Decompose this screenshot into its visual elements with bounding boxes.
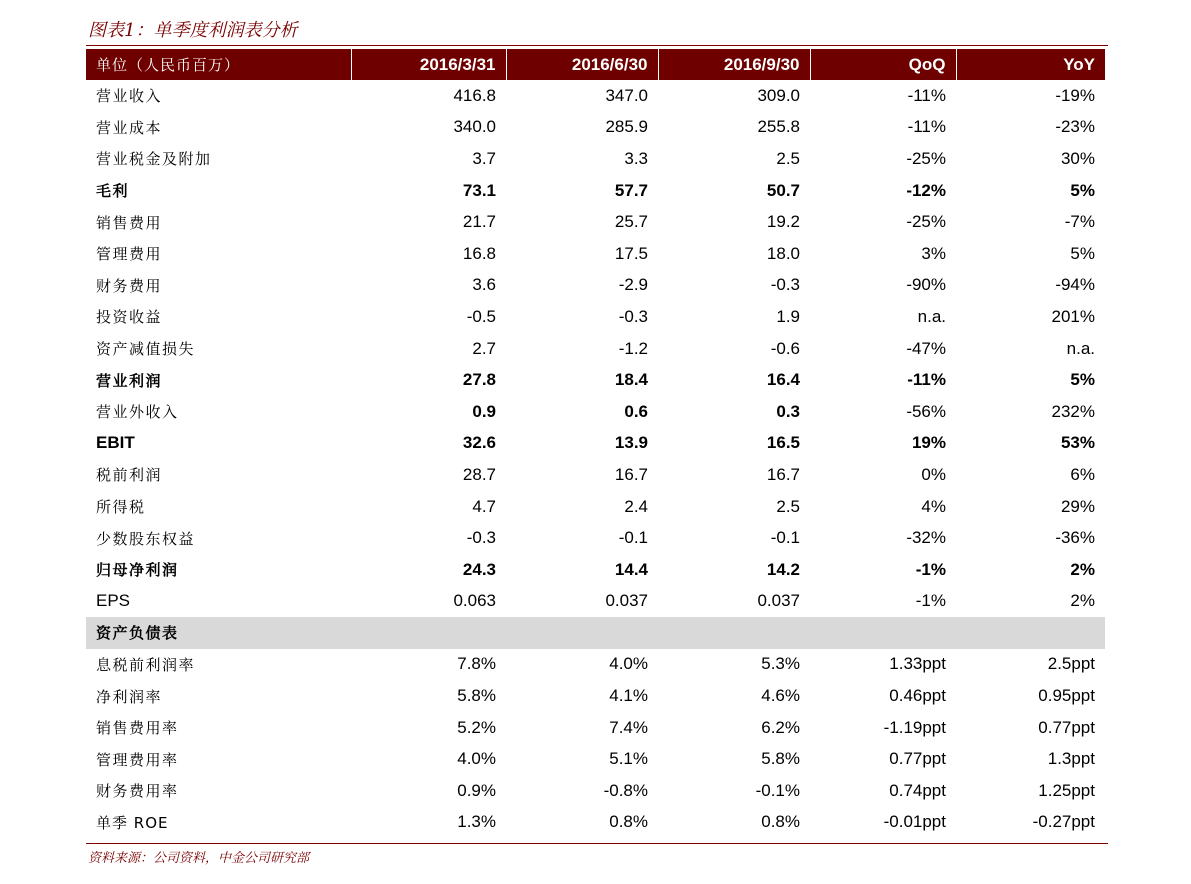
- section-empty-cell: [956, 617, 1105, 649]
- cell-value: n.a.: [917, 306, 946, 326]
- cell-value: 53%: [1060, 433, 1095, 453]
- table-header-row: [86, 49, 1105, 80]
- income-statement-table: [86, 49, 1105, 838]
- cell-value: -23%: [1055, 117, 1095, 137]
- row-label: 管理费用: [96, 245, 163, 264]
- cell-value: 13.9: [614, 433, 648, 453]
- cell-value: -25%: [906, 148, 946, 168]
- table-row: [86, 491, 1105, 523]
- row-label: 息税前利润率: [96, 655, 196, 674]
- row-label: 营业外收入: [96, 403, 179, 422]
- section-empty-cell: [658, 617, 810, 649]
- cell-value: 416.8: [453, 85, 496, 105]
- header-col-2016-03-31: 2016/3/31: [351, 49, 506, 80]
- cell-value: -1%: [915, 559, 946, 579]
- cell-value: -56%: [906, 401, 946, 421]
- cell-value: -0.1%: [755, 780, 800, 800]
- cell-value: -1.19ppt: [883, 717, 946, 737]
- row-label: 毛利: [96, 182, 130, 201]
- cell-value: 7.8%: [457, 654, 496, 674]
- table-row: [86, 143, 1105, 175]
- cell-value: -0.3: [770, 275, 800, 295]
- cell-value: 30%: [1060, 148, 1095, 168]
- cell-value: 32.6: [462, 433, 496, 453]
- cell-value: -90%: [906, 275, 946, 295]
- cell-value: 2.5: [776, 148, 800, 168]
- row-label: 资产减值损失: [96, 340, 196, 359]
- table-row: [86, 80, 1105, 112]
- cell-value: 5%: [1070, 370, 1095, 390]
- cell-value: 4.0%: [609, 654, 648, 674]
- cell-value: 16.5: [766, 433, 800, 453]
- cell-value: 19.2: [766, 212, 800, 232]
- cell-value: -94%: [1055, 275, 1095, 295]
- cell-value: 21.7: [462, 212, 496, 232]
- cell-value: 0.037: [757, 591, 800, 611]
- cell-value: -0.01ppt: [883, 812, 946, 832]
- cell-value: 24.3: [462, 559, 496, 579]
- table-row: [86, 112, 1105, 144]
- cell-value: 1.9: [776, 306, 800, 326]
- table-row: [86, 586, 1105, 618]
- cell-value: 5.3%: [761, 654, 800, 674]
- cell-value: 2.5ppt: [1047, 654, 1095, 674]
- cell-value: -0.8%: [603, 780, 648, 800]
- cell-value: 5.2%: [457, 717, 496, 737]
- cell-value: 2%: [1070, 591, 1095, 611]
- table-row: [86, 175, 1105, 207]
- cell-value: 5.8%: [761, 749, 800, 769]
- cell-value: -0.1: [618, 528, 648, 548]
- header-unit-label: 单位（人民币百万）: [86, 49, 351, 80]
- title-rule: [86, 45, 1108, 46]
- cell-value: 0.9%: [457, 780, 496, 800]
- cell-value: 3.6: [472, 275, 496, 295]
- cell-value: 0.6: [624, 401, 648, 421]
- cell-value: -12%: [906, 180, 946, 200]
- cell-value: 3.3: [624, 148, 648, 168]
- cell-value: 4.6%: [761, 686, 800, 706]
- row-label: 单季 ROE: [96, 813, 169, 832]
- cell-value: 4.1%: [609, 686, 648, 706]
- cell-value: -25%: [906, 212, 946, 232]
- cell-value: 4.7: [472, 496, 496, 516]
- cell-value: 0.8%: [609, 812, 648, 832]
- cell-value: 0.95ppt: [1038, 686, 1095, 706]
- cell-value: 2.5: [776, 496, 800, 516]
- row-label: 税前利润: [96, 466, 163, 485]
- cell-value: -0.5: [466, 306, 496, 326]
- cell-value: 255.8: [757, 117, 800, 137]
- cell-value: -1%: [915, 591, 946, 611]
- table-row: [86, 459, 1105, 491]
- cell-value: -0.3: [618, 306, 648, 326]
- cell-value: -0.3: [466, 528, 496, 548]
- figure-title: 图表1：单季度利润表分析: [88, 20, 298, 41]
- cell-value: 4%: [921, 496, 946, 516]
- table-row: [86, 428, 1105, 460]
- cell-value: 73.1: [462, 180, 496, 200]
- cell-value: 0.46ppt: [889, 686, 946, 706]
- cell-value: -11%: [907, 117, 946, 137]
- cell-value: 2%: [1070, 559, 1095, 579]
- section-header-row: [86, 617, 1105, 649]
- cell-value: 5%: [1070, 180, 1095, 200]
- cell-value: 18.4: [614, 370, 648, 390]
- cell-value: 16.8: [462, 243, 496, 263]
- table-row: [86, 807, 1105, 839]
- cell-value: -2.9: [618, 275, 648, 295]
- cell-value: 201%: [1051, 306, 1095, 326]
- cell-value: 16.4: [766, 370, 800, 390]
- cell-value: n.a.: [1066, 338, 1095, 358]
- cell-value: 25.7: [614, 212, 648, 232]
- cell-value: 0.063: [453, 591, 496, 611]
- section-empty-cell: [351, 617, 506, 649]
- cell-value: 5.1%: [609, 749, 648, 769]
- cell-value: 2.4: [624, 496, 648, 516]
- cell-value: 3%: [921, 243, 946, 263]
- table-row: [86, 743, 1105, 775]
- header-col-2016-06-30: 2016/6/30: [506, 49, 658, 80]
- cell-value: -11%: [907, 85, 946, 105]
- cell-value: 285.9: [605, 117, 648, 137]
- cell-value: -47%: [906, 338, 946, 358]
- cell-value: 17.5: [614, 243, 648, 263]
- cell-value: 1.33ppt: [889, 654, 946, 674]
- cell-value: 50.7: [766, 180, 800, 200]
- cell-value: 2.7: [472, 338, 496, 358]
- cell-value: 1.3ppt: [1047, 749, 1095, 769]
- table-row: [86, 364, 1105, 396]
- row-label: 销售费用: [96, 213, 163, 232]
- cell-value: 0.74ppt: [889, 780, 946, 800]
- row-label: EBIT: [96, 433, 135, 453]
- cell-value: 4.0%: [457, 749, 496, 769]
- row-label: 销售费用率: [96, 719, 179, 738]
- cell-value: 5.8%: [457, 686, 496, 706]
- cell-value: 0.037: [605, 591, 648, 611]
- cell-value: 6.2%: [761, 717, 800, 737]
- cell-value: 0.77ppt: [889, 749, 946, 769]
- cell-value: 3.7: [472, 148, 496, 168]
- table-row: [86, 522, 1105, 554]
- footer-rule: [86, 843, 1108, 844]
- cell-value: -11%: [907, 370, 946, 390]
- cell-value: -32%: [906, 528, 946, 548]
- row-label: EPS: [96, 591, 131, 611]
- row-label: 营业收入: [96, 87, 163, 106]
- table-row: [86, 270, 1105, 302]
- table-row: [86, 396, 1105, 428]
- table-row: [86, 554, 1105, 586]
- section-label: 资产负债表: [86, 617, 351, 649]
- cell-value: 0.3: [776, 401, 800, 421]
- table-row: [86, 238, 1105, 270]
- cell-value: 347.0: [605, 85, 648, 105]
- cell-value: 27.8: [462, 370, 496, 390]
- table-row: [86, 649, 1105, 681]
- row-label: 归母净利润: [96, 561, 179, 580]
- cell-value: 0.77ppt: [1038, 717, 1095, 737]
- cell-value: -36%: [1055, 528, 1095, 548]
- row-label: 财务费用率: [96, 782, 179, 801]
- table-row: [86, 775, 1105, 807]
- table-row: [86, 301, 1105, 333]
- row-label: 营业税金及附加: [96, 150, 212, 169]
- header-col-2016-09-30: 2016/9/30: [658, 49, 810, 80]
- row-label: 营业利润: [96, 371, 163, 390]
- cell-value: 14.2: [766, 559, 800, 579]
- header-col-qoq: QoQ: [810, 49, 956, 80]
- section-empty-cell: [810, 617, 956, 649]
- cell-value: -7%: [1064, 212, 1095, 232]
- cell-value: -1.2: [618, 338, 648, 358]
- table-row: [86, 712, 1105, 744]
- cell-value: -19%: [1055, 85, 1095, 105]
- row-label: 投资收益: [96, 308, 163, 327]
- cell-value: 29%: [1060, 496, 1095, 516]
- cell-value: 0.9: [472, 401, 496, 421]
- cell-value: 5%: [1070, 243, 1095, 263]
- table-row: [86, 680, 1105, 712]
- cell-value: 309.0: [757, 85, 800, 105]
- cell-value: 28.7: [462, 464, 496, 484]
- row-label: 管理费用率: [96, 750, 179, 769]
- cell-value: 6%: [1070, 464, 1095, 484]
- table-row: [86, 333, 1105, 365]
- cell-value: 18.0: [766, 243, 800, 263]
- cell-value: 1.3%: [457, 812, 496, 832]
- row-label: 少数股东权益: [96, 529, 196, 548]
- cell-value: 14.4: [614, 559, 648, 579]
- row-label: 所得税: [96, 498, 146, 517]
- cell-value: 57.7: [614, 180, 648, 200]
- cell-value: 0%: [921, 464, 946, 484]
- header-col-yoy: YoY: [956, 49, 1105, 80]
- cell-value: -0.27ppt: [1032, 812, 1095, 832]
- cell-value: 0.8%: [761, 812, 800, 832]
- cell-value: 19%: [911, 433, 946, 453]
- cell-value: 16.7: [766, 464, 800, 484]
- source-footnote: 资料来源：公司资料，中金公司研究部: [88, 851, 310, 866]
- cell-value: 340.0: [453, 117, 496, 137]
- row-label: 财务费用: [96, 276, 163, 295]
- cell-value: -0.6: [770, 338, 800, 358]
- row-label: 营业成本: [96, 118, 163, 137]
- table-row: [86, 206, 1105, 238]
- row-label: 净利润率: [96, 687, 163, 706]
- cell-value: 1.25ppt: [1038, 780, 1095, 800]
- cell-value: 7.4%: [609, 717, 648, 737]
- cell-value: 16.7: [614, 464, 648, 484]
- section-empty-cell: [506, 617, 658, 649]
- cell-value: -0.1: [770, 528, 800, 548]
- cell-value: 232%: [1051, 401, 1095, 421]
